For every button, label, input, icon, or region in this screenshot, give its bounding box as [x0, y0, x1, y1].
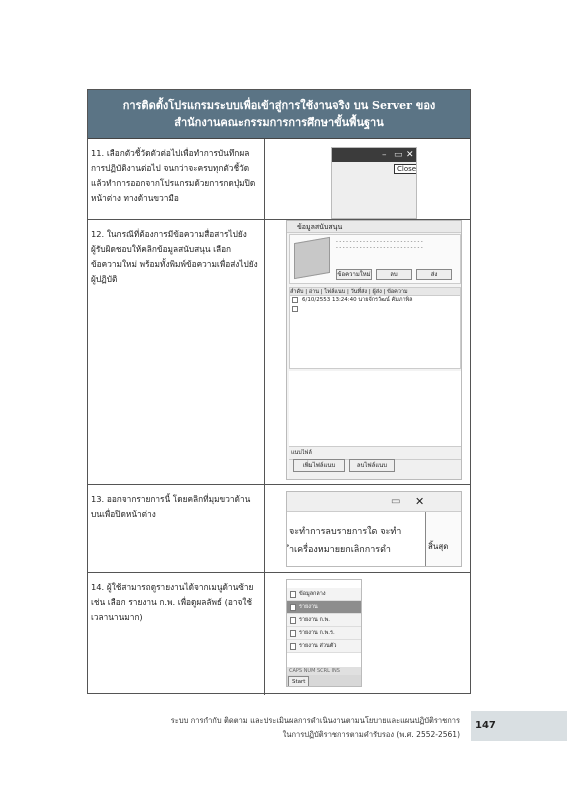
close-window-screenshot	[331, 147, 417, 219]
report-menu	[287, 588, 362, 653]
footer	[160, 714, 460, 742]
report-menu-screenshot	[286, 579, 362, 687]
close-screenshot-2: ▭ ✕ จะทำการลบรายการใด จะทำ ำเครื่องหมายยกเลิกการดำ สิ้นสุด	[286, 491, 462, 567]
content-table	[87, 89, 471, 694]
checkbox[interactable]	[292, 297, 298, 303]
menu-item[interactable]: รายงาน ก.พ.	[287, 614, 362, 627]
message-list: ลำดับ | อ่าน | ไฟล์แนบ | วันที่ส่ง | ผู้ส่ง | ข้อความ 6/10/2553 13:24:40 นายจักรวัฒน์ คัมภาพิล	[289, 287, 461, 369]
document-icon	[290, 591, 296, 598]
add-attachment-button[interactable]: เพิ่มไฟล์แนบ	[293, 459, 345, 472]
remove-attachment-button[interactable]: ลบไฟล์แนบ	[349, 459, 395, 472]
menu-item[interactable]: ข้อมูลกลาง	[287, 588, 362, 601]
list-item[interactable]	[290, 305, 460, 314]
start-button[interactable]: Start	[288, 676, 309, 687]
checkbox[interactable]	[292, 306, 298, 312]
close-tooltip: Close	[394, 164, 417, 174]
window-title: ข้อมูลสนับสนุน	[287, 221, 461, 233]
close-icon[interactable]: ✕	[415, 495, 425, 508]
footer-line-2: ในการปฏิบัติราชการตามคำรับรอง (พ.ศ. 2552-2561)	[282, 730, 460, 739]
table-row	[88, 139, 470, 220]
table-row	[88, 220, 470, 485]
status-bar: CAPS NUM SCRL INS	[287, 667, 362, 675]
menu-item[interactable]: รายงาน ก.พ.ร.	[287, 627, 362, 640]
list-item[interactable]: 6/10/2553 13:24:40 นายจักรวัฒน์ คัมภาพิล	[290, 296, 460, 305]
document-icon	[290, 630, 296, 637]
table-row	[88, 485, 470, 573]
document-icon	[290, 617, 296, 624]
folder-icon	[294, 237, 330, 279]
menu-item[interactable]: รายงาน	[287, 601, 362, 614]
table-row	[88, 573, 470, 695]
header-line-1: การติดตั้งโปรแกรมระบบเพื่อเข้าสู่การใช้งานจริง บน Server ของ	[122, 99, 436, 112]
document-icon	[290, 604, 296, 611]
send-button[interactable]: ส่ง	[416, 269, 452, 280]
page-number: 147	[471, 711, 567, 741]
document-icon	[290, 643, 296, 650]
delete-button[interactable]: ลบ	[376, 269, 412, 280]
close-icon[interactable]: ✕	[406, 150, 414, 160]
step-14-text: 14. ผู้ใช้สามารถดูรายงานได้จากเมนูด้านซ้าย เช่น เลือก รายงาน ก.พ. เพื่อดูผลลัพธ์ (อาจใช้เวลานานมาก)	[91, 582, 254, 622]
restore-icon: ▭	[391, 496, 401, 507]
step-12-text: 12. ในกรณีที่ต้องการมีข้อความสื่อสารไปยังผู้รับผิดชอบให้คลิกข้อมูลสนับสนุน เลือกข้อความใหม่ พร้อมทั้งพิมพ์ข้อความเพื่อส่งไปยังผู้ปฏิบัติ	[91, 229, 258, 284]
taskbar	[287, 675, 362, 687]
table-header	[88, 90, 470, 139]
step-13-text: 13. ออกจากรายการนี้ โดยคลิกที่มุมขวาด้านบนเพื่อปิดหน้าต่าง	[91, 494, 251, 519]
header-line-2: สำนักงานคณะกรรมการการศึกษาขั้นพื้นฐาน	[174, 116, 384, 129]
new-message-button[interactable]: ข้อความใหม่	[337, 271, 371, 278]
step-11-text: 11. เลือกตัวชี้วัดตัวต่อไปเพื่อทำการบันทึกผลการปฏิบัติงานต่อไป จนกว่าจะครบทุกตัวชี้วัด แล้วทำการออกจากโปรแกรมด้วยการกดปุ่มปิดหน้าต่าง ทางด้านขวามือ	[91, 148, 256, 203]
menu-item[interactable]: รายงาน ส่วนตัว	[287, 640, 362, 653]
message-editor[interactable]	[289, 371, 461, 446]
restore-icon: ▭	[394, 150, 403, 160]
footer-line-1: ระบบ การกำกับ ติดตาม และประเมินผลการดำเนินงานตามนโยบายและแผนปฏิบัติราชการ	[170, 716, 460, 725]
minimize-icon: –	[382, 150, 387, 160]
attachment-label: แนบไฟล์	[289, 447, 461, 460]
support-info-screenshot: ข้อมูลสนับสนุน - - - - - - - - - - - - - - - - - - - - - - - - - - - - - - - - - - - - - - - - - - - - - - - - - - - - ข้อความใหม่ ลบ ส่ง ลำดับ | อ่าน | ไฟล์แนบ | วันที่ส่ง | ผู้ส่ง | ข้อความ 6/10/2553 13:24:40 นายจักรวัฒน์ คัมภาพิล แนบไฟล์ เพิ่มไฟล์แนบ ลบไฟล์แนบ	[286, 220, 462, 480]
